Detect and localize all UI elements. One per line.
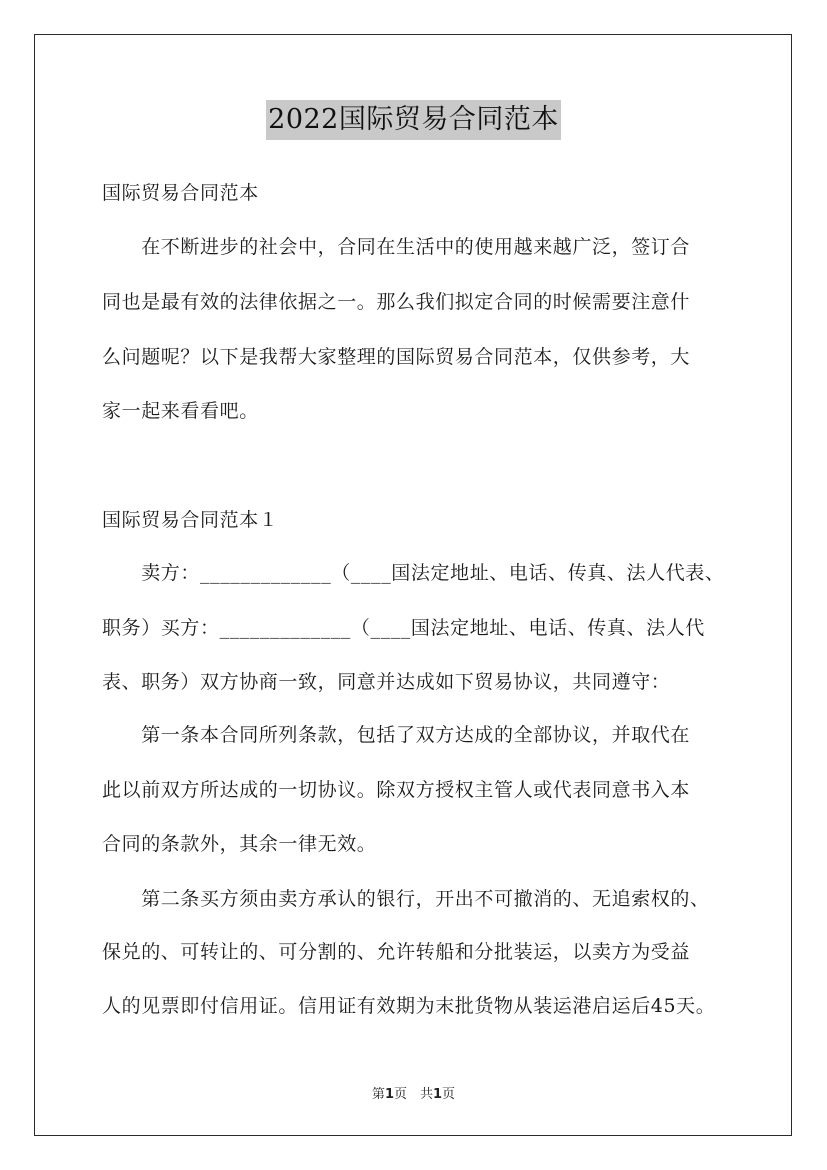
section-heading: 国际贸易合同范本１ xyxy=(102,509,279,531)
footer-prefix: 第 xyxy=(371,1087,385,1102)
paragraph-line: 家一起来看看吧。 xyxy=(102,400,259,422)
footer-page-current: 1 xyxy=(384,1087,394,1102)
paragraph-line: 表、职务）双方协商一致，同意并达成如下贸易协议，共同遵守： xyxy=(102,671,671,693)
title-container xyxy=(0,100,827,140)
paragraph-line: 人的见票即付信用证。信用证有效期为末批货物从装运港启运后45天。 xyxy=(102,995,716,1017)
paragraph-line: 么问题呢？以下是我帮大家整理的国际贸易合同范本，仅供参考，大 xyxy=(102,346,691,368)
subtitle-line: 国际贸易合同范本 xyxy=(102,182,259,204)
paragraph-line: 此以前双方所达成的一切协议。除双方授权主管人或代表同意书入本 xyxy=(102,779,691,801)
footer-suffix: 页 xyxy=(442,1087,456,1102)
footer-page-total: 1 xyxy=(433,1087,443,1102)
document-title: 2022国际贸易合同范本 xyxy=(266,100,561,140)
footer-mid: 页 共 xyxy=(393,1087,433,1102)
paragraph-line: 在不断进步的社会中，合同在生活中的使用越来越广泛，签订合 xyxy=(102,236,691,258)
paragraph-line: 职务）买方：_____________（____国法定地址、电话、传真、法人代 xyxy=(102,617,705,639)
page-footer xyxy=(0,1083,827,1102)
paragraph-line: 同也是最有效的法律依据之一。那么我们拟定合同的时候需要注意什 xyxy=(102,291,691,313)
paragraph-line: 保兑的、可转让的、可分割的、允许转船和分批装运，以卖方为受益 xyxy=(102,941,691,963)
paragraph-line: 第二条买方须由卖方承认的银行，开出不可撤消的、无追索权的、 xyxy=(102,888,710,910)
paragraph-line: 第一条本合同所列条款，包括了双方达成的全部协议，并取代在 xyxy=(102,724,691,746)
paragraph-line: 卖方：_____________（____国法定地址、电话、传真、法人代表、 xyxy=(102,562,725,584)
paragraph-line: 合同的条款外，其余一律无效。 xyxy=(102,833,377,855)
